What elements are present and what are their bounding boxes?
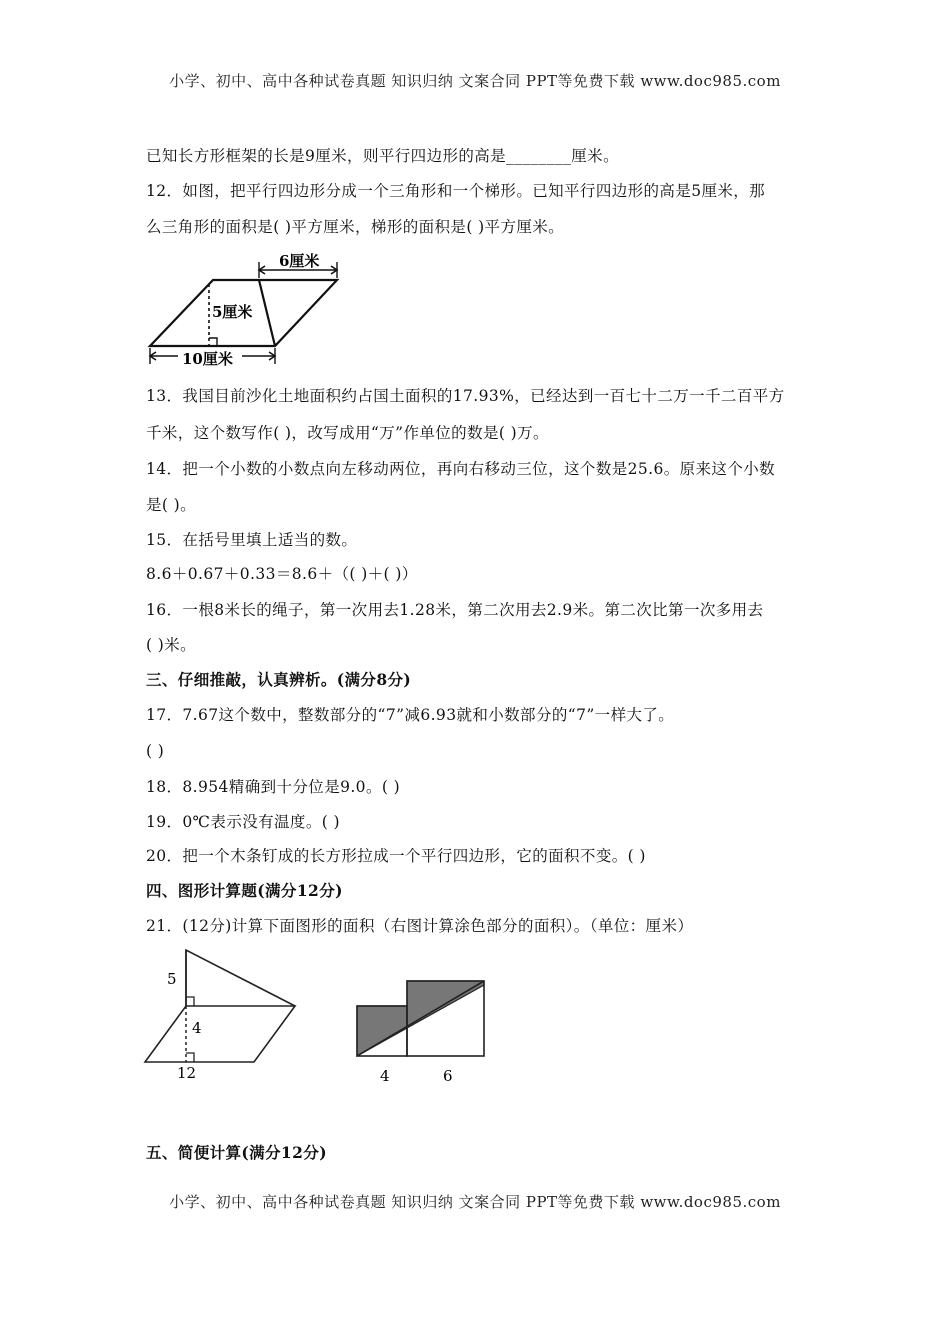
right-angle-top bbox=[186, 997, 194, 1006]
right-angle-bottom bbox=[186, 1053, 194, 1062]
label-4: 4 bbox=[192, 1019, 202, 1037]
figure-q12-parallelogram bbox=[140, 248, 350, 372]
question-12-line-2: 么三角形的面积是( )平方厘米，梯形的面积是( )平方厘米。 bbox=[146, 218, 565, 236]
label-5: 5 bbox=[167, 970, 177, 988]
page-header: 小学、初中、高中各种试卷真题 知识归纳 文案合同 PPT等免费下载 www.doc985.com bbox=[169, 72, 781, 90]
base-label: 10厘米 bbox=[182, 350, 233, 368]
question-19: 19．0℃表示没有温度。( ) bbox=[146, 813, 340, 831]
top-label: 6厘米 bbox=[279, 252, 320, 270]
question-11-tail: 已知长方形框架的长是9厘米，则平行四边形的高是________厘米。 bbox=[146, 147, 619, 165]
parallelogram-shape bbox=[145, 1006, 295, 1062]
height-label: 5厘米 bbox=[212, 303, 253, 321]
question-17-line-1: 17．7.67这个数中，整数部分的“7”减6.93就和小数部分的“7”一样大了。 bbox=[146, 706, 675, 724]
right-angle-mark bbox=[209, 338, 217, 346]
question-20: 20．把一个木条钉成的长方形拉成一个平行四边形，它的面积不变。( ) bbox=[146, 847, 646, 865]
question-21: 21．(12分)计算下面图形的面积（右图计算涂色部分的面积）。（单位：厘米） bbox=[146, 917, 694, 935]
question-13-line-1: 13．我国目前沙化土地面积约占国土面积的17.93%，已经达到一百七十二万一千二百平方 bbox=[146, 387, 785, 405]
question-16-line-2: ( )米。 bbox=[146, 636, 197, 654]
triangle-shape bbox=[186, 950, 295, 1006]
question-15-line-1: 15．在括号里填上适当的数。 bbox=[146, 531, 358, 549]
figure-q21-right bbox=[350, 974, 495, 1089]
question-13-line-2: 千米，这个数写作( )，改写成用“万”作单位的数是( )万。 bbox=[146, 424, 549, 442]
section-3-heading: 三、仔细推敲，认真辨析。(满分8分) bbox=[146, 670, 412, 689]
label-4: 4 bbox=[380, 1067, 390, 1085]
label-12: 12 bbox=[177, 1064, 197, 1082]
label-6: 6 bbox=[443, 1067, 453, 1085]
question-12-line-1: 12．如图，把平行四边形分成一个三角形和一个梯形。已知平行四边形的高是5厘米，那 bbox=[146, 182, 766, 200]
question-16-line-1: 16．一根8米长的绳子，第一次用去1.28米，第二次用去2.9米。第二次比第一次多用去 bbox=[146, 601, 764, 619]
division-line bbox=[259, 280, 275, 346]
section-5-heading: 五、简便计算(满分12分) bbox=[146, 1143, 327, 1162]
question-14-line-2: 是( )。 bbox=[146, 496, 197, 514]
question-17-line-2: ( ) bbox=[146, 742, 165, 760]
question-14-line-1: 14．把一个小数的小数点向左移动两位，再向右移动三位，这个数是25.6。原来这个小数 bbox=[146, 460, 776, 478]
figure-q21-left bbox=[140, 944, 310, 1084]
section-4-heading: 四、图形计算题(满分12分) bbox=[146, 881, 343, 900]
page-footer: 小学、初中、高中各种试卷真题 知识归纳 文案合同 PPT等免费下载 www.doc985.com bbox=[169, 1193, 781, 1211]
question-18: 18．8.954精确到十分位是9.0。( ) bbox=[146, 778, 401, 796]
question-15-expression: 8.6＋0.67＋0.33＝8.6＋（( )＋( )） bbox=[146, 565, 418, 583]
